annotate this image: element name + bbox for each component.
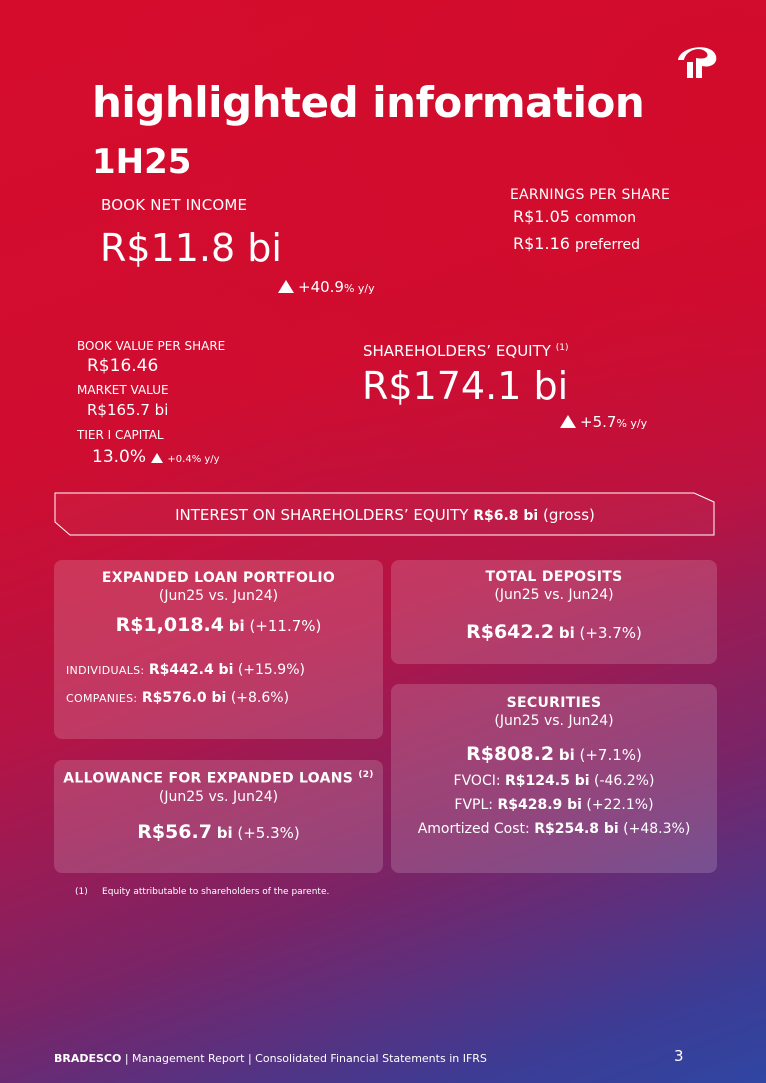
- allowance-title: ALLOWANCE FOR EXPANDED LOANS $^{(2)}$: [63, 770, 374, 787]
- book-net-income-label: BOOK NET INCOME: [101, 196, 248, 214]
- allowance-card: [54, 760, 383, 873]
- equity-label: SHAREHOLDERS’ EQUITY $^{(1)}$: [363, 342, 569, 360]
- loan-portfolio-card: [54, 560, 383, 739]
- book-net-income-value: R$11.8 bi: [100, 226, 282, 270]
- up-triangle-icon: [560, 415, 576, 428]
- equity-value: R$174.1 bi: [362, 364, 569, 408]
- deposits-period: (Jun25 vs. Jun24): [494, 587, 614, 603]
- tier1-value: 13.0% +0.4% y/y: [92, 447, 220, 467]
- page-title: highlighted information: [92, 78, 645, 127]
- loan-portfolio-period: (Jun25 vs. Jun24): [158, 588, 279, 604]
- loan-individuals-row: INDIVIDUALS: R$442.4 bi (+15.9%): [66, 662, 305, 678]
- up-triangle-icon: [278, 280, 294, 293]
- securities-amortized-row: Amortized Cost: R$254.8 bi (+48.3%): [417, 821, 691, 837]
- eps-common: R$1.05 common: [513, 207, 636, 226]
- equity-change: +5.7% y/y: [560, 413, 647, 431]
- eps-label: EARNINGS PER SHARE: [510, 187, 671, 203]
- market-value-value: R$165.7 bi: [87, 401, 169, 419]
- bvps-value: R$16.46: [87, 356, 159, 376]
- footer: BRADESCO | Management Report | Consolidated Financial Statements in IFRS: [54, 1052, 487, 1065]
- securities-card: [391, 684, 717, 873]
- loan-portfolio-value: R$1,018.4 bi (+11.7%): [115, 614, 322, 636]
- market-value-label: MARKET VALUE: [77, 383, 169, 397]
- page-number: 3: [674, 1047, 684, 1065]
- period-label: 1H25: [92, 142, 192, 182]
- allowance-period: (Jun25 vs. Jun24): [158, 788, 279, 805]
- deposits-value: R$642.2 bi (+3.7%): [466, 621, 642, 643]
- bvps-label: BOOK VALUE PER SHARE: [77, 339, 226, 353]
- securities-fvoci-row: FVOCI: R$124.5 bi (-46.2%): [453, 773, 655, 789]
- eps-preferred: R$1.16 preferred: [513, 234, 640, 253]
- deposits-title: TOTAL DEPOSITS: [485, 569, 623, 585]
- ioe-banner: INTEREST ON SHAREHOLDERS’ EQUITY R$6.8 bi (gross): [175, 506, 595, 524]
- up-triangle-icon: [151, 453, 163, 463]
- securities-title: SECURITIES: [506, 695, 602, 711]
- tier1-label: TIER I CAPITAL: [77, 428, 164, 442]
- securities-value: R$808.2 bi (+7.1%): [466, 743, 642, 765]
- loan-companies-row: COMPANIES: R$576.0 bi (+8.6%): [66, 690, 290, 706]
- allowance-value: R$56.7 bi (+5.3%): [137, 820, 300, 843]
- securities-fvpl-row: FVPL: R$428.9 bi (+22.1%): [454, 797, 654, 813]
- deposits-card: [391, 560, 717, 664]
- bradesco-logo-icon: [672, 38, 722, 82]
- loan-portfolio-title: EXPANDED LOAN PORTFOLIO: [101, 570, 336, 586]
- footnote: (1) Equity attributable to shareholders of the parente.: [75, 887, 330, 897]
- book-net-income-change: +40.9% y/y: [278, 278, 375, 296]
- securities-period: (Jun25 vs. Jun24): [494, 713, 614, 729]
